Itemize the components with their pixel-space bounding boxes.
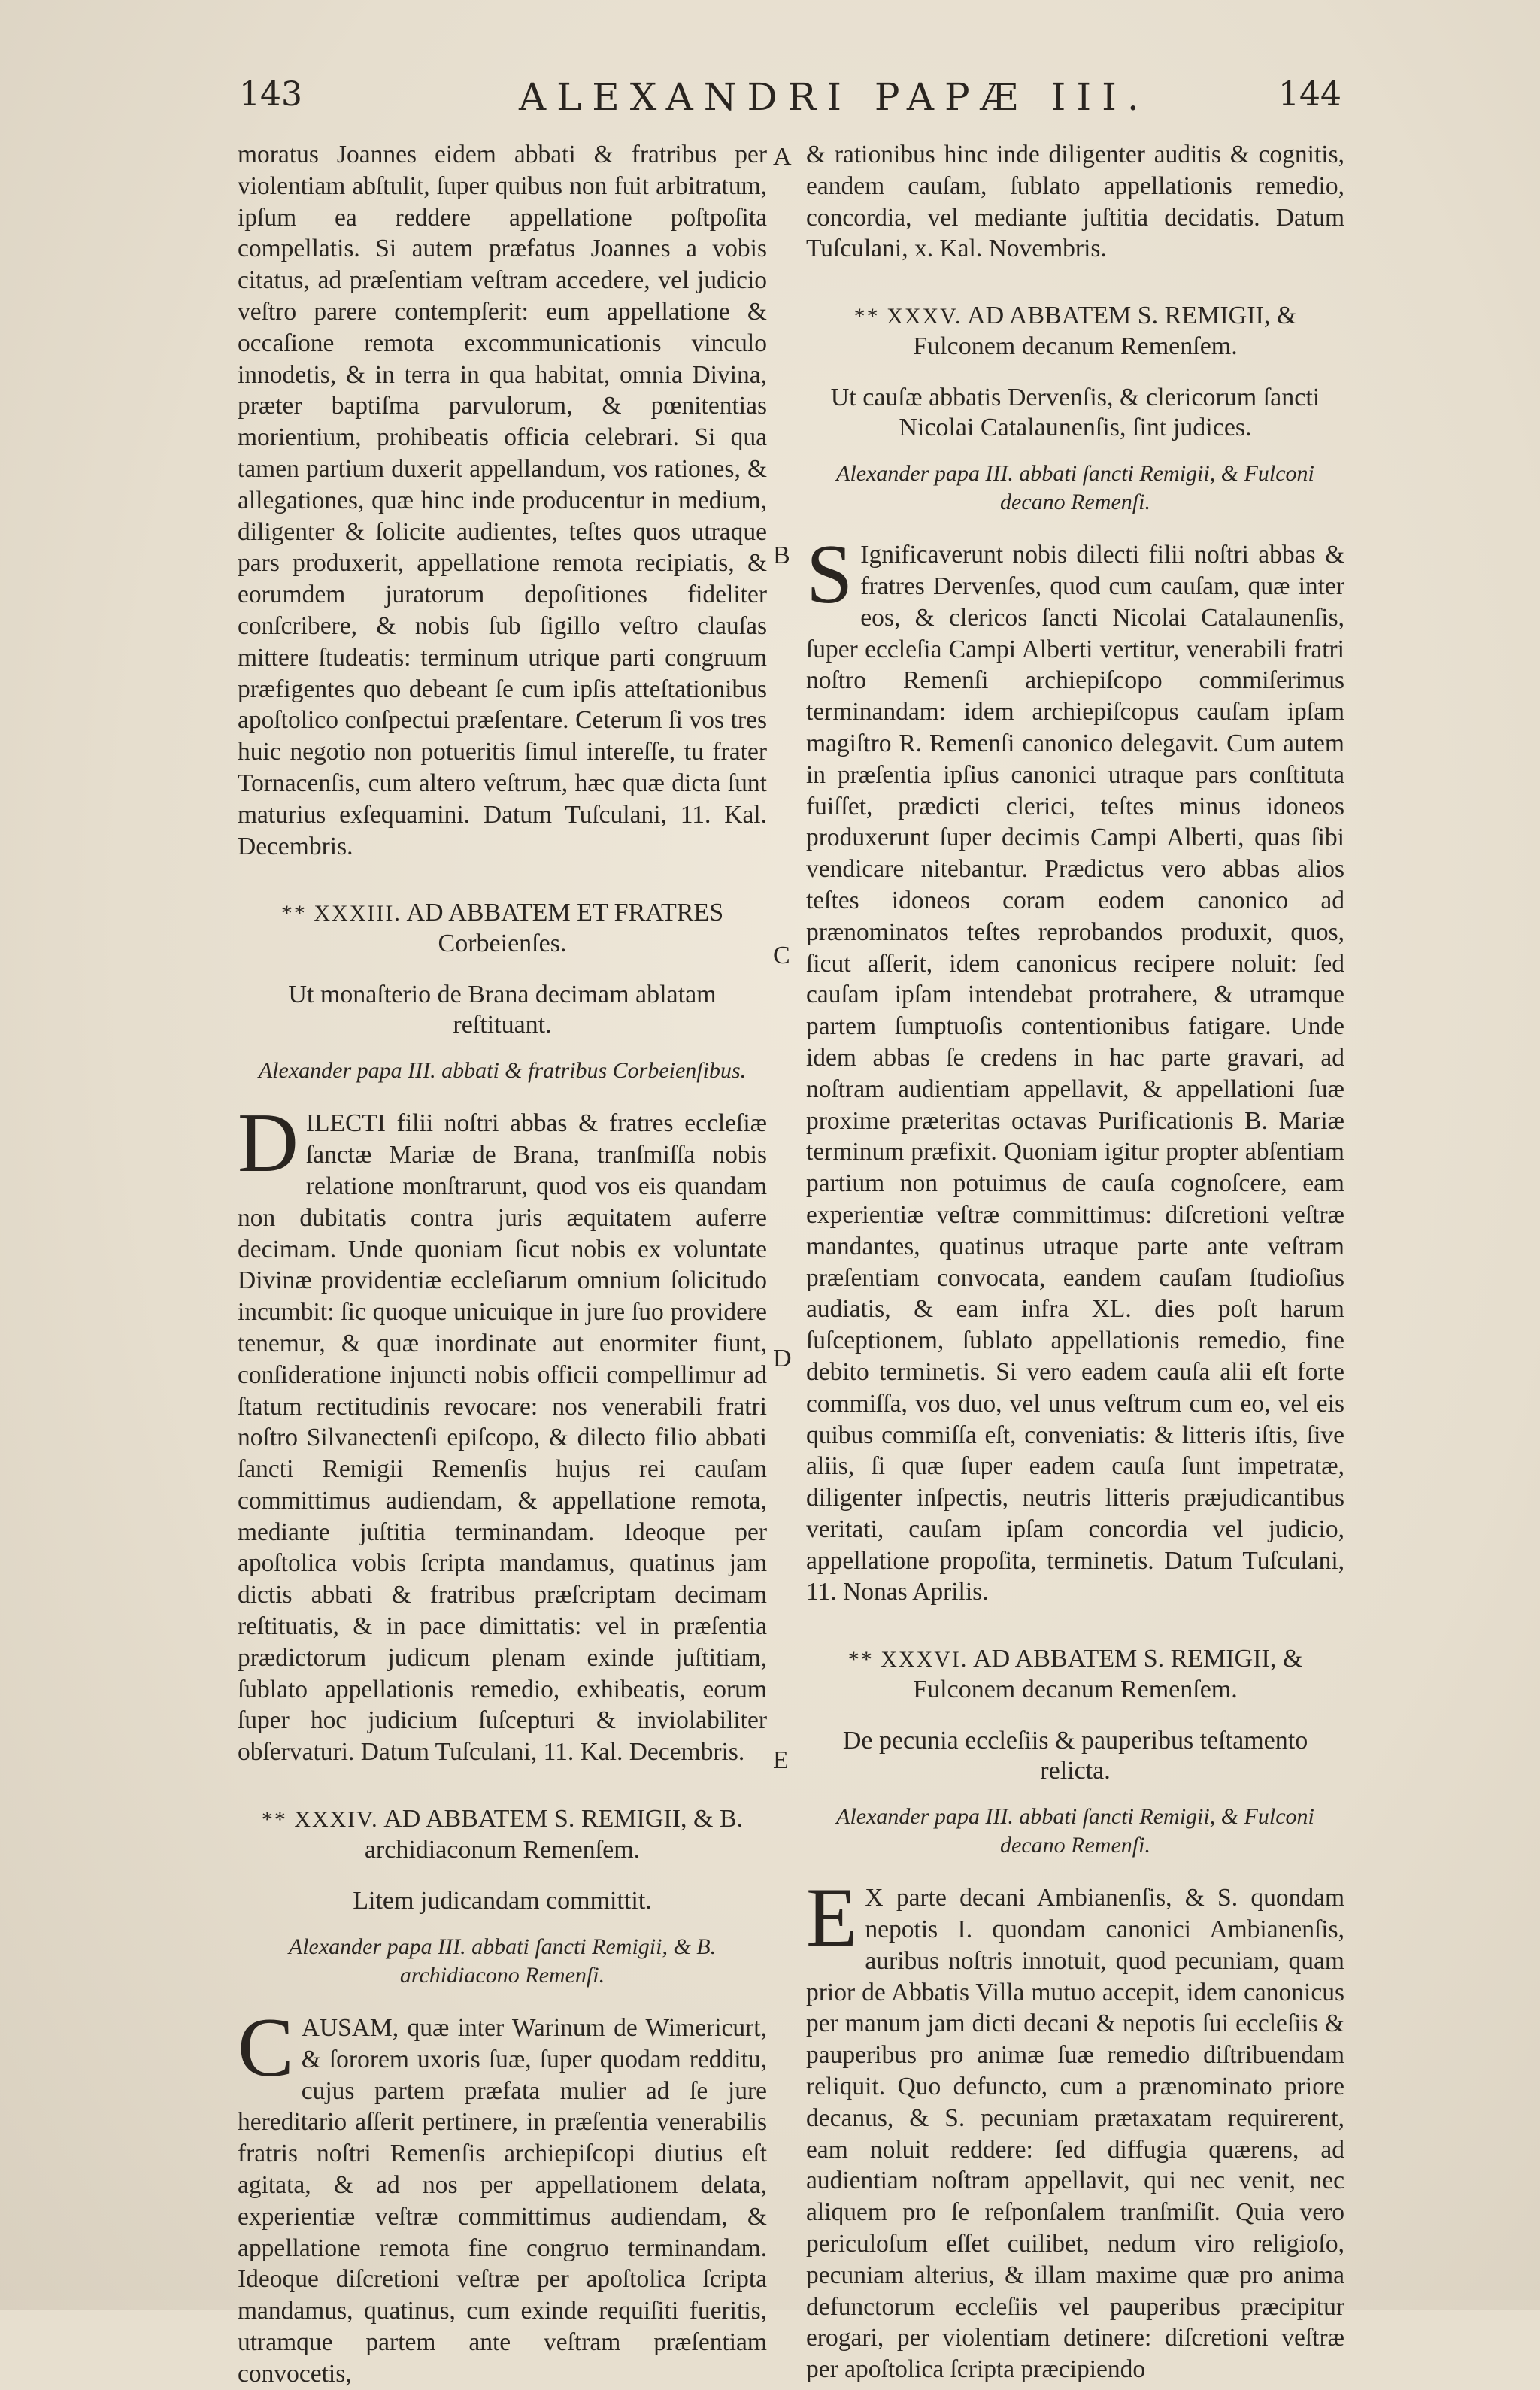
first-word: AUSAM bbox=[301, 2014, 393, 2043]
heading-number: ** XXXVI. bbox=[847, 1647, 969, 1673]
letter-heading-36 bbox=[806, 1644, 1344, 1705]
continued-text-right: & rationibus hinc inde diligenter auditis & cognitis, eandem cauſam, ſublato appellationis remedio, concordia, vel mediante juſtitia decidatis. Datum Tuſculani, x. Kal. Novembris. bbox=[806, 141, 1344, 263]
running-title: ALEXANDRI PAPÆ III. bbox=[519, 75, 1150, 119]
continued-text-left: moratus Joannes eidem abbati & fratribus per violentiam abſtulit, ſuper quibus non fuit arbitratum, ipſum ea reddere appellatione poſtpoſita compellatis. Si autem præfatus Joannes a vobis citatus, ad præſentiam veſtram accedere, vel judicio veſtro parere contempſerit: eum appellatione & occaſione remota excommunicationis vinculo innodetis, & in terra in qua habitat, omnia Divina, præter baptiſma parvulorum, & pœnitentias morientium, prohibeatis officia celebrari. Si qua tamen partium duxerit appellandum, vos rationes, & allegationes, quæ hinc inde producentur in medium, diligenter & ſolicite audientes, teſtes quos utraque pars produxerit, appellatione remota recipiatis, & eorumdem juratorum depoſitiones fideliter conſcribere, & nobis ſub ſigillo veſtro clauſas mittere ſtudeatis: terminum utrique parti congruum præfigentes quo debeant ſe cum ipſis atteſtationibus apoſtolico conſpectui præſentare. Ceterum ſi vos tres huic negotio non potueritis ſimul intereſſe, tu frater Tornacenſis, cum altero veſtrum, hæc quæ dicta ſunt maturius exſequamini. Datum Tuſculani, 11. Kal. Decembris. bbox=[238, 141, 767, 860]
drop-cap: E bbox=[806, 1871, 858, 1965]
letter-summary-35: Ut cauſæ abbatis Dervenſis, & clericorum ſancti Nicolai Catalaunenſis, ſint judices. bbox=[830, 384, 1320, 442]
page-number-left: 143 bbox=[239, 75, 302, 114]
first-word: Ignificaverunt bbox=[860, 541, 1004, 569]
margin-letter-a: A bbox=[773, 143, 792, 171]
page-number-right: 144 bbox=[1278, 75, 1341, 114]
letter-body-35 bbox=[806, 528, 1344, 1608]
heading-text: AD ABBATEM S. REMIGII, & Fulconem decanum Remenſem. bbox=[913, 302, 1297, 361]
letter-body-36 bbox=[806, 1871, 1344, 2385]
margin-letter-d: D bbox=[773, 1345, 792, 1372]
drop-cap: C bbox=[238, 2001, 294, 2095]
body-text: parte decani Ambianenſis, & S. quondam nepotis I. quondam canonici Ambianenſis, auribus noſtris innotuit, quod pecuniam, quam prior de Abbatis Villa mutuo accepit, idem canonicus per manum jam dicti decani & nepotis ſui eccleſiis & pauperibus pro animæ ſuæ remedio diſtribuendam reliquit. Quo defuncto, cum a prænominato priore decanus, & S. pecuniam prætaxatam requirerent, eam noluit reddere: ſed diffugia quærens, ad audientiam noſtram appellavit, qui nec venit, nec aliquem pro ſe reſponſalem tranſmiſit. Quia vero periculoſum eſſet cuilibet, nedum viro religioſo, pecuniam alterius, & illam maxime quæ pro anima defunctorum eccleſiis vel pauperibus præcipitur erogari, per violentiam detinere: diſcretioni veſtræ per apoſtolica ſcripta præcipiendo bbox=[806, 1884, 1344, 2384]
letter-summary-36: De pecunia eccleſiis & pauperibus teſtamento relicta. bbox=[842, 1727, 1308, 1785]
heading-number: ** XXXIV. bbox=[261, 1807, 379, 1833]
letter-address-36: Alexander papa III. abbati ſancti Remigii, & Fulconi decano Remenſi. bbox=[836, 1804, 1314, 1858]
margin-letter-e: E bbox=[773, 1746, 789, 1774]
drop-cap: D bbox=[238, 1096, 299, 1190]
letter-body-33 bbox=[238, 1096, 767, 1768]
margin-letter-b: B bbox=[773, 541, 790, 569]
heading-text: AD ABBATEM S. REMIGII, & B. archidiaconum Remenſem. bbox=[364, 1805, 744, 1864]
letter-summary-33: Ut monaſterio de Brana decimam ablatam reſtituant. bbox=[288, 981, 717, 1039]
first-word: ILECTI bbox=[305, 1109, 386, 1138]
letter-address-34: Alexander papa III. abbati ſancti Remigii, & B. archidiacono Remenſi. bbox=[288, 1934, 717, 1988]
letter-address-33: Alexander papa III. abbati & fratribus Corbeienſibus. bbox=[258, 1058, 747, 1084]
letter-heading-34 bbox=[238, 1804, 767, 1865]
heading-number: ** XXXIII. bbox=[280, 901, 402, 927]
margin-letter-c: C bbox=[773, 942, 790, 969]
body-text: , quæ inter Warinum de Wimericurt, & ſororem uxoris ſuæ, ſuper quodam redditu, cujus partem præfata mulier ad ſe jure hereditario aſſerit pertinere, in præſentia venerabilis fratris noſtri Remenſis archiepiſcopi diutius eſt agitata, & ad nos per appellationem delata, experientiæ veſtræ committimus audiendam, & appellatione remota fine congruo terminandam. Ideoque diſcretioni veſtræ per apoſtolica ſcripta mandamus, quatinus, cum exinde requiſiti fueritis, utramque partem ante veſtram præſentiam convocetis, bbox=[238, 2014, 767, 2388]
heading-text: AD ABBATEM S. REMIGII, & Fulconem decanum Remenſem. bbox=[913, 1645, 1303, 1704]
letter-body-34 bbox=[238, 2001, 767, 2390]
right-column bbox=[806, 139, 1344, 2384]
drop-cap: S bbox=[806, 528, 853, 622]
letter-address-35: Alexander papa III. abbati ſancti Remigii, & Fulconi decano Remenſi. bbox=[836, 461, 1314, 515]
running-header bbox=[0, 75, 1540, 120]
letter-heading-33 bbox=[238, 898, 767, 959]
letter-summary-34: Litem judicandam committit. bbox=[353, 1887, 652, 1915]
letter-heading-35 bbox=[806, 301, 1344, 362]
heading-number: ** XXXV. bbox=[853, 304, 962, 329]
body-text: nobis dilecti filii noſtri abbas & fratres Dervenſes, quod cum cauſam, quæ inter eos, & clericos ſancti Nicolai Catalaunenſis, ſuper eccleſia Campi Alberti vertitur, venerabili fratri noſtro Remenſi archiepiſcopo commiſerimus terminandam: idem archiepiſcopus cauſam ipſam magiſtro R. Remenſi canonico delegavit. Cum autem in præſentia ipſius canonici utraque pars conſtituta fuiſſet, prædicti clerici, teſtes minus idoneos produxerunt ſuper decimis Campi Alberti, quas ſibi vendicare nitebantur. Prædictus vero abbas alios teſtes idoneos coram eodem canonico ad prænominatos teſtes reprobandos produxit, quos, ſicut aſſerit, idem canonicus recipere noluit: ſed cauſam ipſam intendebat protrahere, & utramque partem ſumptuoſis contentionibus fatigare. Unde idem abbas ſe credens in hac parte gravari, ad noſtram audientiam appellavit, & appellationi ſuæ proxime præteritas octavas Purificationis B. Mariæ terminum præfixit. Quoniam igitur propter abſentiam partium non potuimus de cauſa cognoſcere, eam experientiæ veſtræ committimus: diſcretioni veſtræ mandantes, quatinus utraque parte ante veſtram præſentiam convocata, eandem cauſam ſtudioſius audiatis, & eam infra XL. dies poſt harum ſuſceptionem, ſublato appellationis remedio, fine debito terminetis. Si vero eadem cauſa alii eſt forte commiſſa, vos duo, vel unus veſtrum cum eo, vel eis quibus commiſſa eſt, conveniatis: & litteris iſtis, ſive aliis, ſi quæ ſuper eadem cauſa ſunt impetratæ, diligenter inſpectis, neutris litteris præjudicantibus veritati, cauſam ipſam concordia vel judicio, appellatione propoſita, terminetis. Datum Tuſculani, 11. Nonas Aprilis. bbox=[806, 541, 1344, 1606]
first-word: X bbox=[865, 1884, 884, 1912]
body-text: filii noſtri abbas & fratres eccleſiæ ſanctæ Mariæ de Brana, tranſmiſſa nobis relatione monſtrarunt, quod vos eis quandam non dubitatis contra juris æquitatem auferre decimam. Unde quoniam ſicut nobis ex voluntate Divinæ providentiæ eccleſiarum omnium ſolicitudo incumbit: ſic quoque unicuique in jure ſuo providere tenemur, & quæ inordinate aut enormiter fiunt, conſideratione injuncti nobis officii compellimur ad ſtatum rectitudinis revocare: nos venerabili fratri noſtro Silvanectenſi epiſcopo, & dilecto filio abbati ſancti Remigii Remenſis hujus rei cauſam committimus audiendam, & appellatione remota, mediante juſtitia terminandam. Ideoque per apoſtolica vobis ſcripta mandamus, quatinus jam dictis abbati & fratribus præſcriptam decimam reſtituatis, & in pace dimittatis: vel in præſentia prædictorum judicum plenam exinde juſtitiam, ſublato appellationis remedio, exhibeatis, eorum ſuper hoc judicium ſuſcepturi & inviolabiliter obſervaturi. Datum Tuſculani, 11. Kal. Decembris. bbox=[238, 1109, 767, 1767]
left-column bbox=[238, 139, 767, 2388]
heading-text: AD ABBATEM ET FRATRES Corbeienſes. bbox=[406, 899, 724, 958]
